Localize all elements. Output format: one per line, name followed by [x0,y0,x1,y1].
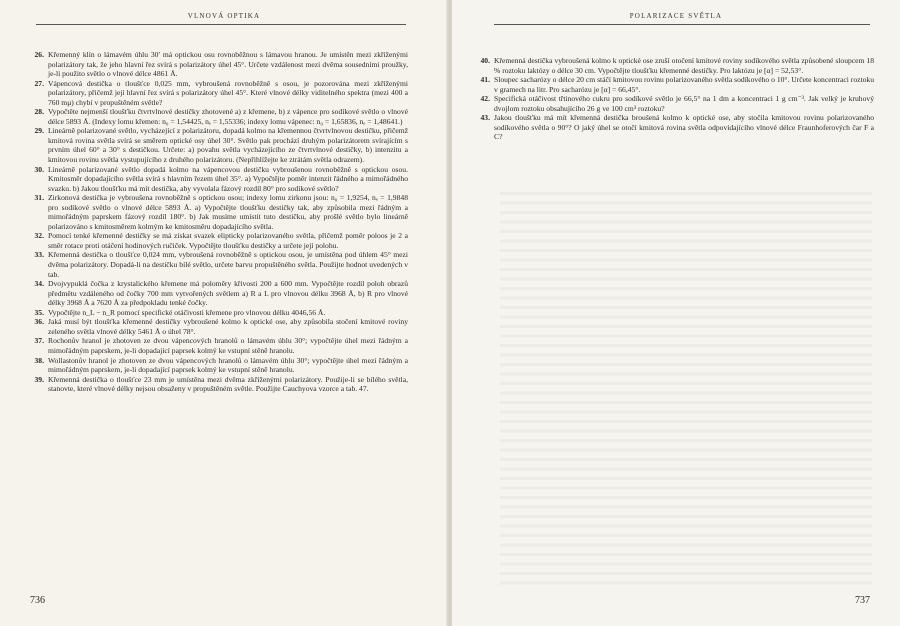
problem-text: Křemenná destička o tloušťce 0,024 mm, vybroušená rovnoběžně s optickou osou, je umístěna pod úhlem 45° mezi dvěma polarizátory. Dopadá-li na destičku bílé světlo, určete barvu propuštěného světla. Použijte hodnot uvedených v tab. [48,250,408,279]
problem-number: 41. [480,75,490,85]
problem-item [28,356,408,375]
problem-text: Rochonův hranol je zhotoven ze dvou vápencových hranolů o lámavém úhlu 30°; vypočtějte úhel mezi řádným a mimořádným paprskem, je-li dopadající paprsek kolmý ke vstupní stěně hranolu. [48,336,408,355]
problem-text: Zirkonová destička je vybroušena rovnoběžně s optickou osou; indexy lomu zirkonu jsou: n₀ = 1,9254, nₑ = 1,9848 pro sodíkové světlo o vlnové délce 5893 Å. a) Vypočtějte tloušťku destičky tak, aby způsobila mezi řádným a mimořádným paprskem fázový rozdíl 180°. b) Jak musíme umístit tuto destičku, aby prošlé světlo bylo lineárně polarizováno s kmitosměrem kolmým ke kmitosměru dopadajícího světla. [48,193,408,231]
problem-text: Specifická otáčivost třtinového cukru pro sodíkové světlo je 66,5° na 1 dm a koncentraci 1 g cm⁻³. Jak velký je kruhový dvojlom roztoku obsahujícího 26 g ve 100 cm³ roztoku? [494,94,874,113]
problem-number: 40. [480,56,490,65]
right-page-number: 737 [855,595,870,606]
problem-number: 26. [34,50,44,59]
problem-number: 37. [34,336,44,346]
problem-item [28,279,408,308]
problem-text: Jakou tloušťku má mít křemenná destička broušená kolmo k optické ose, aby stočila kmitovou rovinu polarizovaného sodíkového světla o 90°? O jaký úhel se otočí kmitová rovina světla odpovídajícího vlnové délce Fraunhoferových čar F a C? [494,113,874,142]
problem-item [28,193,408,231]
problem-number: 28. [34,107,44,117]
problem-item [28,107,408,126]
problem-item [474,56,874,75]
problem-item [28,375,408,394]
problem-number: 42. [480,94,490,104]
problem-item [28,231,408,250]
problem-text: Lineárně polarizované světlo, vycházející z polarizátoru, dopadá kolmo na křemennou čtvrtvlnovou destičku, přičemž kmitová rovina světla svírá se směrem optické osy úhel 30°. Světlo pak prochází druhým polarizátorem svírajícím s prvním úhel 60° a 30° s destičkou. Určete: a) povahu světla vycházejícího ze čtvrtvlnové destičky, b) intenzitu a kmitovou rovinu světla vystupujícího z druhého polarizátoru. (Nepřihlížejte ke ztrátám světla odrazem). [48,126,408,165]
problem-item [28,50,408,79]
problem-item [28,308,408,318]
problem-number: 38. [34,355,44,365]
problem-text: Wollastonův hranol je zhotoven ze dvou vápencových hranolů o lámavém úhlu 30°; vypočtějte úhel mezi řádným a mimořádným paprskem, je-li dopadající paprsek kolmý ke vstupní stěně hranolu. [48,355,408,375]
problem-item [28,165,408,194]
bleed-through-text [500,192,872,587]
problem-item [28,336,408,355]
problem-item [474,75,874,94]
problem-number: 27. [34,78,44,88]
problem-item [474,113,874,142]
problem-number: 35. [34,307,44,317]
right-page [452,0,900,626]
problem-text: Křemenný klín o lámavém úhlu 30′ má optickou osu rovnoběžnou s lámavou hranou. Je umístěn mezi zkříženými polarizátory tak, že jeho hlavní řez svírá s polarizátory úhel 45°. Určete vzdálenost mezi dvěma sousedními proužky, je-li použito světlo o vlnové délce 4861 Å. [48,50,408,79]
problem-item [28,317,408,336]
problem-text: Vypočtějte n_L − n_R pomocí specifické otáčivosti křemene pro vlnovou délku 4046,56 Å. [48,307,326,317]
right-problem-list [474,56,874,142]
problem-text: Vypočtěte nejmenší tloušťku čtvrtvlnové destičky zhotovené a) z křemene, b) z vápence pro sodíkové světlo o vlnové délce 5893 Å. (Indexy lomu křemen: n₀ = 1,54425, nₑ = 1,55336; indexy lomu vápenec: n₀ = 1,65836, nₑ = 1,48641.) [48,107,408,126]
problem-number: 36. [34,317,44,327]
left-page-number: 736 [30,595,45,606]
problem-text: Sloupec sacharózy o délce 20 cm stáčí kmitovou rovinu polarizovaného světla sodíkového o 10°. Určete koncentraci roztoku v gramech na litr. Pro sacharózu je [α] = 66,45°. [494,75,874,94]
left-page [0,0,448,626]
problem-item [28,79,408,108]
problem-number: 32. [34,231,44,241]
problem-item [28,126,408,164]
left-head-rule [36,24,406,25]
problem-number: 31. [34,193,44,203]
problem-text: Křemenná destička o tloušťce 23 mm je umístěna mezi dvěma zkříženými polarizátory. Použije-li se bílého světla, stanovte, které vlnové délky nejsou obsaženy v propuštěném světle. Použijte Cauchyova vzorce a tab. 47. [48,374,408,394]
problem-number: 29. [34,126,44,136]
problem-number: 34. [34,279,44,289]
problem-text: Dvojvypuklá čočka z krystalického křemene má poloměry křivosti 200 a 600 mm. Vypočtějte rozdíl poloh obrazů předmětu vzdáleného od čočky 700 mm vytvořených světlem a) R a L pro vlnovou délku 3968 Å, b) R pro vlnové délky 3968 Å a 7620 Å za předpokladu tenké čočky. [48,279,408,308]
problem-text: Vápencová destička o tloušťce 0,025 mm, vybroušená rovnoběžně s osou, je pozorována mezi zkříženými polarizátory, přičemž její hlavní řez svírá s polarizátory úhel 45°. Které vlnové délky viditelného spektra (mezi 400 a 760 mμ) chybí v propuštěném světle? [48,78,408,107]
problem-text: Lineárně polarizované světlo dopadá kolmo na vápencovou destičku vybroušenou rovnoběžně s optickou osou. Kmitosměr dopadajícího světla svírá s hlavním řezem úhel 35°. a) Vypočtějte poměr intenzit řádného a mimořádného svazku. b) Jakou tloušťku má mít destička, aby vyvolala fázový rozdíl 80° pro sodíkové světlo? [48,164,408,193]
problem-text: Křemenná destička vybroušená kolmo k optické ose zruší otočení kmitové roviny sodíkového světla způsobené sloupcem 18 % roztoku laktózy o délce 30 cm. Vypočtějte tloušťku křemenné destičky. Pro laktózu je [α] = 52,53°. [494,56,874,75]
left-running-head: VLNOVÁ OPTIKA [187,12,261,20]
problem-number: 39. [34,374,44,384]
problem-text: Jaká musí být tloušťka křemenné destičky vybroušené kolmo k optické ose, aby způsobila stočení kmitové roviny zeleného světla vlnové délky 5461 Å o úhel 78°. [48,317,408,336]
problem-text: Pomocí tenké křemenné destičky se má získat svazek elipticky polarizovaného světla, přičemž poměr poloos je 2 a směr rotace proti otáčení hodinových ručiček. Vypočtějte tloušťku destičky a určete její polohu. [48,231,408,250]
left-problem-list [28,50,408,394]
problem-number: 30. [34,164,44,174]
problem-number: 33. [34,250,44,260]
right-head-rule [494,24,870,25]
right-running-head: POLARIZACE SVĚTLA [629,12,723,20]
problem-item [28,250,408,279]
problem-number: 43. [480,113,490,123]
problem-item [474,94,874,113]
